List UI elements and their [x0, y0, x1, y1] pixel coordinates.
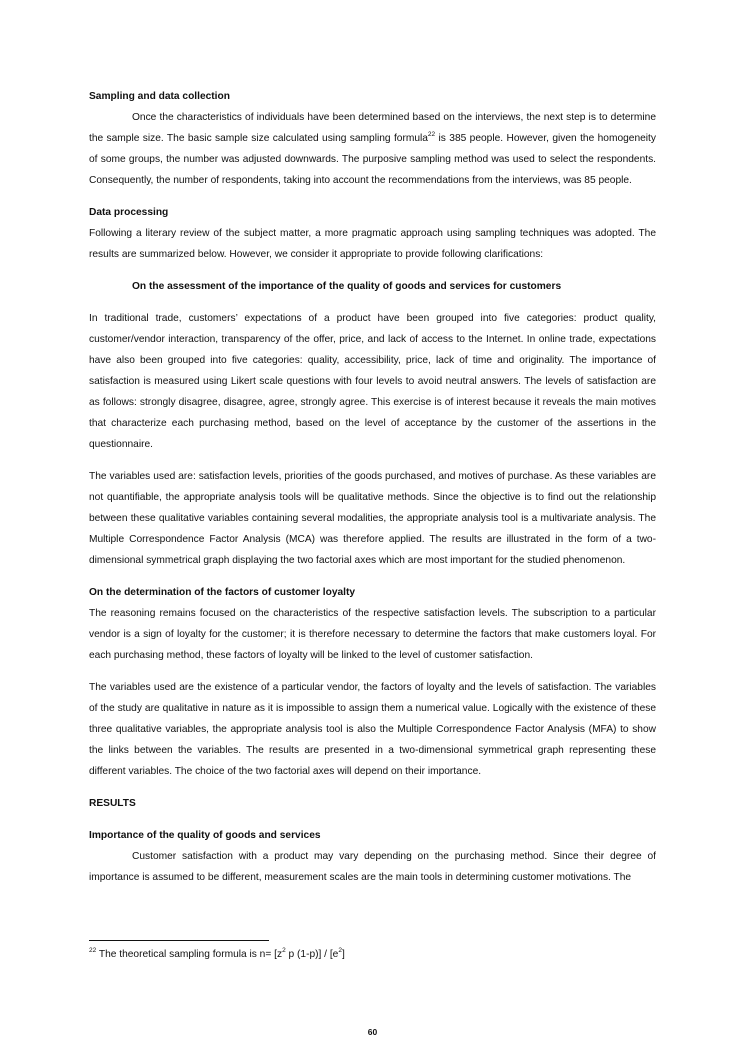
paragraph-loyalty-reasoning: The reasoning remains focused on the characteristics of the respective satisfaction levels. The subscription to a particular vendor is a sign of loyalty for the customer; it is therefore necessary to determine the factors that make customers loyal. For each purchasing method, these factors of loyalty will be linked to the level of customer satisfaction. [89, 608, 656, 661]
footnote-reference[interactable]: 22 [427, 131, 436, 138]
section-heading-importance-quality: Importance of the quality of goods and services [89, 830, 321, 841]
footnote-text-a: The theoretical sampling formula is n= [z [96, 949, 283, 960]
section-heading-data-processing: Data processing [89, 207, 169, 218]
footnote [89, 947, 656, 963]
paragraph-customer-satisfaction: Customer satisfaction with a product may vary depending on the purchasing method. Since their degree of importance is assumed to be different, measurement scales are the main tools in determining customer motivations. The [89, 851, 656, 883]
paragraph-loyalty-variables: The variables used are the existence of a particular vendor, the factors of loyalty and the levels of satisfaction. The variables of the study are qualitative in nature as it is impossible to assign them a numerical value. Logically with the existence of these three qualitative variables, the appropriate analysis tool is also the Multiple Correspondence Factor Analysis (MFA) to show the links between the variables. The results are presented in a two-dimensional symmetrical graph representing these different variables. The choice of the two factorial axes will depend on their importance. [89, 682, 656, 777]
paragraph-data-processing: Following a literary review of the subject matter, a more pragmatic approach using sampling techniques was adopted. The results are summarized below. However, we consider it appropriate to provide following clarifications: [89, 228, 656, 260]
section-heading-results: RESULTS [89, 798, 136, 809]
subsection-heading-quality-assessment: On the assessment of the importance of the quality of goods and services for customers [132, 281, 562, 292]
section-heading-loyalty: On the determination of the factors of customer loyalty [89, 587, 356, 598]
paragraph-sampling-text-a: Once the characteristics of individuals have been determined based on the interviews, the next step is to determine the sample size. The basic sample size calculated using sampling formula [89, 112, 656, 144]
paragraph-expectations: In traditional trade, customers’ expectations of a product have been grouped into five categories: product quality, customer/vendor interaction, transparency of the offer, price, and lack of access to the Internet. In online trade, expectations have also been grouped into five categories: quality, accessibility, price, lack of time and originality. The importance of satisfaction is measured using Likert scale questions with four levels to avoid neutral answers. The levels of satisfaction are as follows: strongly disagree, disagree, agree, strongly agree. This exercise is of interest because it reveals the main motives that characterize each purchasing method, based on the level of acceptance by the customer of the assertions in the questionnaire. [89, 313, 656, 450]
page-body [89, 86, 656, 888]
footnote-text-c: ] [341, 949, 345, 960]
footnote-divider [89, 940, 269, 941]
footnote-superscript-1: 2 [282, 947, 286, 954]
footnote-superscript-2: 2 [338, 947, 342, 954]
paragraph-sampling-text-b: is 385 people. However, given the homogeneity of some groups, the number was adjusted downwards. The purposive sampling method was used to select the respondents. Consequently, the number of respondents, taking into account the recommendations from the interviews, was 85 people. [89, 133, 656, 186]
section-heading-sampling: Sampling and data collection [89, 91, 230, 102]
footnote-number: 22 [89, 947, 97, 954]
paragraph-variables-mca: The variables used are: satisfaction levels, priorities of the goods purchased, and motives of purchase. As these variables are not quantifiable, the appropriate analysis tools will be qualitative methods. Since the objective is to find out the relationship between these qualitative variables containing several modalities, the appropriate analysis tool is a multivariate analysis. The Multiple Correspondence Factor Analysis (MCA) was therefore applied. The results are illustrated in the form of a two-dimensional symmetrical graph displaying the two factorial axes which are most important for the studied phenomenon. [89, 471, 656, 566]
footnote-text-b: p (1-p)] / [e [285, 949, 339, 960]
page-number: 60 [367, 1027, 378, 1037]
paragraph-sampling [89, 107, 656, 191]
